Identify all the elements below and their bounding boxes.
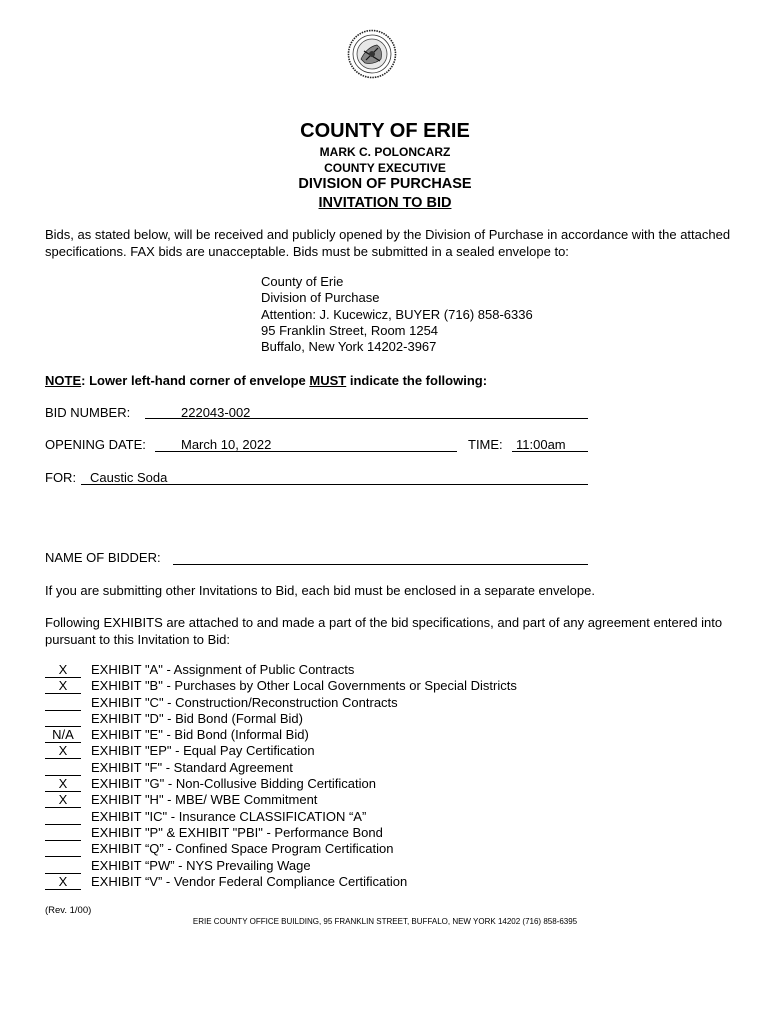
exhibit-text: EXHIBIT "G" - Non-Collusive Bidding Certification: [91, 776, 376, 792]
time-label: TIME:: [468, 437, 503, 452]
exhibit-text: EXHIBIT "H" - MBE/ WBE Commitment: [91, 792, 318, 808]
exhibit-mark: X: [58, 776, 68, 792]
county-seal-icon: [347, 29, 397, 79]
exhibit-text: EXHIBIT “PW” - NYS Prevailing Wage: [91, 857, 311, 873]
note-suffix: :: [482, 373, 488, 388]
exhibit-row: [45, 711, 605, 727]
bidder-name-line[interactable]: [173, 564, 588, 565]
exhibit-text: EXHIBIT "C" - Construction/Reconstruction Contracts: [91, 694, 398, 710]
exhibits-intro: Following EXHIBITS are attached to and made a part of the bid specifications, and part of any agreement entered into pursuant to this Invitation to Bid:: [45, 615, 723, 647]
time-value: 11:00am: [516, 437, 566, 452]
exhibit-text: EXHIBIT “Q” - Confined Space Program Certification: [91, 841, 394, 857]
exhibit-row: [45, 760, 605, 776]
exhibit-row: [45, 825, 605, 841]
revision-note: (Rev. 1/00): [45, 905, 92, 916]
opening-date-label: OPENING DATE:: [45, 437, 146, 452]
exhibit-row: [45, 678, 605, 694]
exhibit-list: [45, 662, 605, 890]
exhibit-mark: N/A: [52, 727, 74, 743]
bidder-label: NAME OF BIDDER:: [45, 550, 161, 565]
exhibit-text: EXHIBIT "D" - Bid Bond (Formal Bid): [91, 710, 303, 726]
footer-address: ERIE COUNTY OFFICE BUILDING, 95 FRANKLIN STREET, BUFFALO, NEW YORK 14202 (716) 858-6395: [192, 917, 578, 926]
bid-number-label: BID NUMBER:: [45, 405, 131, 420]
exhibit-row: [45, 662, 605, 678]
exhibit-row: [45, 858, 605, 874]
exhibit-row: [45, 874, 605, 890]
exhibit-text: EXHIBIT "E" - Bid Bond (Informal Bid): [91, 727, 309, 743]
note-text: : Lower left-hand corner of envelope: [81, 373, 310, 388]
exhibit-mark: X: [58, 873, 68, 889]
executive-title: COUNTY EXECUTIVE: [324, 161, 446, 175]
exhibit-row: [45, 841, 605, 857]
exhibit-text: EXHIBIT "F" - Standard Agreement: [91, 759, 293, 775]
exhibit-row: [45, 743, 605, 759]
exhibit-text: EXHIBIT "P" & EXHIBIT "PBI" - Performance Bond: [91, 824, 383, 840]
exhibit-text: EXHIBIT "A" - Assignment of Public Contracts: [91, 662, 355, 677]
note-emphasis: MUST: [309, 373, 347, 388]
for-value: Caustic Soda: [90, 470, 168, 485]
exhibit-text: EXHIBIT "EP" - Equal Pay Certification: [91, 743, 315, 759]
address-line: Buffalo, New York 14202-3967: [261, 339, 437, 355]
address-line: Attention: J. Kucewicz, BUYER (716) 858-6336: [261, 306, 533, 322]
bid-number-value: 222043-002: [181, 405, 251, 420]
exhibit-mark: X: [58, 662, 68, 677]
exhibit-row: [45, 792, 605, 808]
document-title: INVITATION TO BID: [318, 195, 452, 211]
exhibit-mark: X: [58, 792, 68, 808]
mailing-address: [261, 274, 533, 355]
county-title: COUNTY OF ERIE: [300, 120, 470, 142]
exhibit-text: EXHIBIT “V” - Vendor Federal Compliance Certification: [91, 873, 408, 889]
exhibit-row: [45, 727, 605, 743]
exhibit-row: [45, 776, 605, 792]
exhibit-text: EXHIBIT "B" - Purchases by Other Local Governments or Special Districts: [91, 678, 517, 694]
address-line: County of Erie: [261, 274, 344, 289]
exhibit-row: [45, 695, 605, 711]
exhibit-mark: X: [58, 743, 68, 759]
address-line: Division of Purchase: [261, 290, 380, 306]
exhibit-text: EXHIBIT "IC" - Insurance CLASSIFICATION “A”: [91, 808, 367, 824]
executive-name: MARK C. POLONCARZ: [319, 145, 451, 159]
envelope-note: [45, 373, 487, 388]
note-prefix: NOTE: [45, 373, 82, 388]
separate-envelope-note: If you are submitting other Invitations to Bid, each bid must be enclosed in a separate envelope.: [45, 583, 595, 598]
division-title: DIVISION OF PURCHASE: [298, 176, 472, 192]
opening-date-value: March 10, 2022: [181, 437, 272, 452]
note-text-2: indicate the following: [346, 373, 483, 388]
intro-paragraph: Bids, as stated below, will be received and publicly opened by the Division of Purchase in accordance with the attached specifications. FAX bids are unacceptable. Bids must be submitted in a sealed envelope to:: [45, 227, 731, 259]
address-line: 95 Franklin Street, Room 1254: [261, 322, 439, 338]
exhibit-mark: X: [58, 678, 68, 694]
for-label: FOR:: [45, 470, 77, 485]
exhibit-row: [45, 809, 605, 825]
